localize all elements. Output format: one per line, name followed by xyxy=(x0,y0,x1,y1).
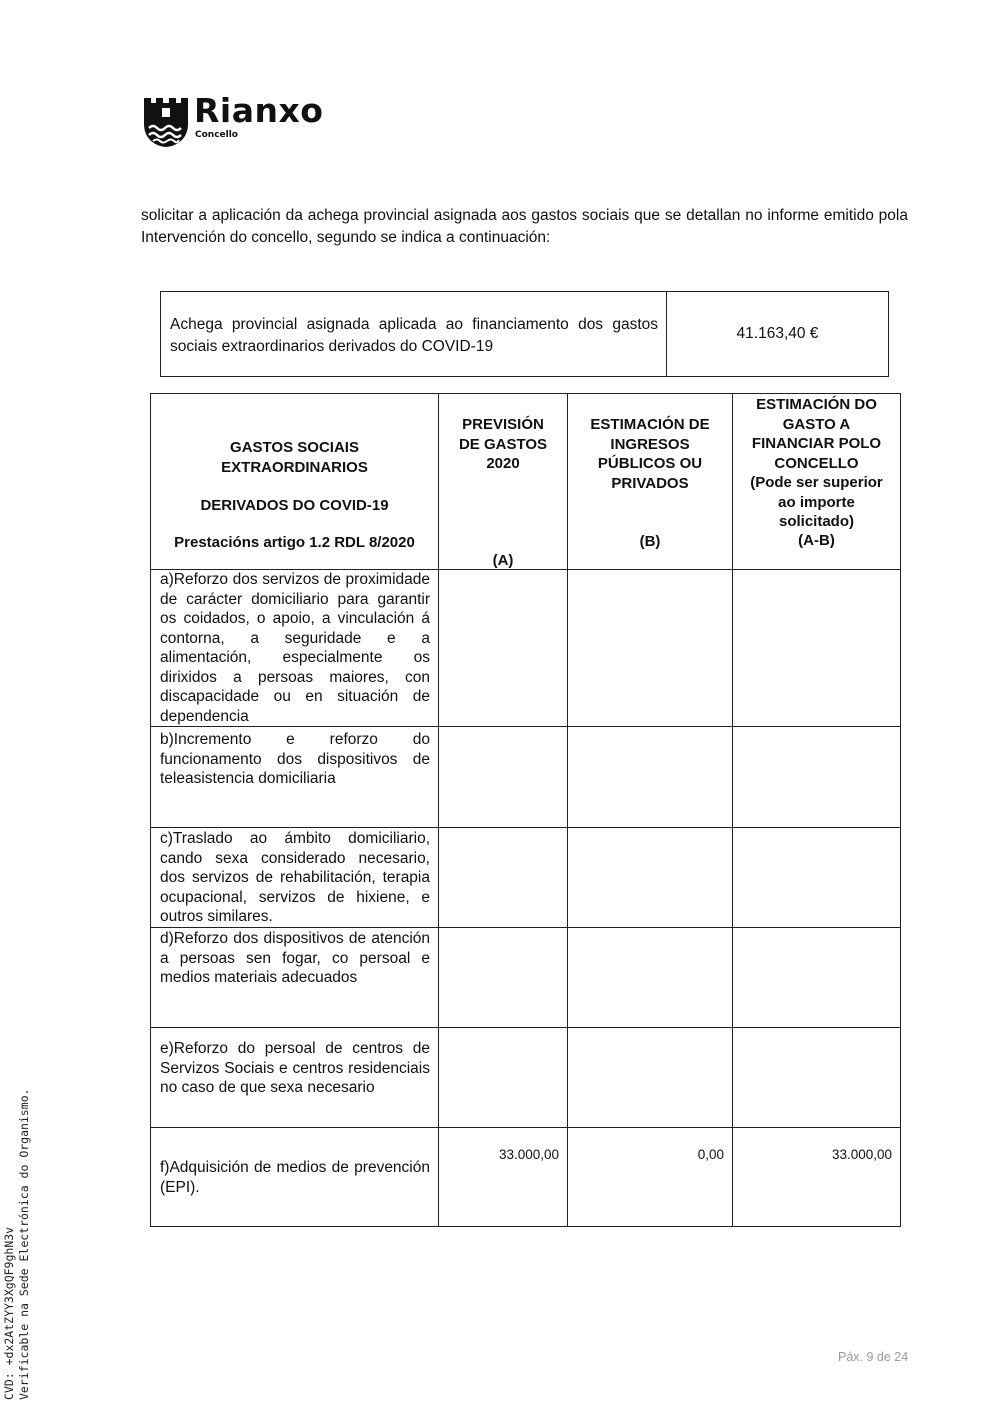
row-description: c)Traslado ao ámbito domiciliario, cando sexa considerado necesario, dos servizos de rehabilitación, terapia ocupacional, servizos de hixiene, e outros similares. xyxy=(160,830,430,925)
row-value-a xyxy=(439,828,567,847)
row-value-b xyxy=(568,570,732,589)
header-col1-line1: GASTOS SOCIAIS EXTRAORDINARIOS xyxy=(221,439,368,476)
table-row xyxy=(151,928,901,1028)
header-col4-code: (A-B) xyxy=(798,532,835,549)
table-row xyxy=(151,1128,901,1227)
header-col1-line3: Prestacións artigo 1.2 RDL 8/2020 xyxy=(174,534,415,551)
table-row xyxy=(151,828,901,928)
header-col3-code: (B) xyxy=(639,533,661,550)
logo xyxy=(143,91,343,152)
summary-label: Achega provincial asignada aplicada ao financiamento dos gastos sociais extraordinarios derivados do COVID-19 xyxy=(161,292,667,376)
table-header-row xyxy=(151,394,901,570)
row-value-ab xyxy=(733,928,900,947)
row-value-ab xyxy=(733,828,900,847)
page-number: Páx. 9 de 24 xyxy=(838,1350,909,1364)
header-col1-line2: DERIVADOS DO COVID-19 xyxy=(200,497,389,514)
row-value-a xyxy=(439,1028,567,1047)
table-row xyxy=(151,570,901,727)
row-value-ab xyxy=(733,1028,900,1047)
row-value-b xyxy=(568,828,732,847)
header-col-a xyxy=(439,394,568,570)
header-col-description xyxy=(151,394,439,570)
logo-subtitle: Concello xyxy=(195,130,238,140)
header-col4-note: (Pode ser superior ao importe solicitado) xyxy=(750,474,883,530)
intro-paragraph xyxy=(141,205,908,249)
table-row xyxy=(151,727,901,828)
expenses-table xyxy=(150,393,901,1227)
row-description: a)Reforzo dos servizos de proximidade de carácter domiciliario para garantir os coidados, o apoio, a vinculación á contorna, a seguridade e a alimentación, especialmente os dirixidos a persoas maiores, con discapacidade ou en situación de dependencia xyxy=(160,571,430,725)
header-col3-title: ESTIMACIÓN DE INGRESOS PÚBLICOS OU PRIVADOS xyxy=(590,416,710,492)
row-value-b xyxy=(568,928,732,947)
header-col-b xyxy=(568,394,733,570)
row-value-ab: 33.000,00 xyxy=(831,1147,892,1162)
row-value-b xyxy=(568,727,732,746)
verification-line-1: CVD: +dx2AtZYY3XgQF9ghN3v xyxy=(2,1226,16,1400)
table-row xyxy=(151,1028,901,1128)
header-col-ab xyxy=(733,394,901,570)
row-value-a xyxy=(439,928,567,947)
row-value-ab xyxy=(733,727,900,746)
header-col2-title: PREVISIÓN DE GASTOS 2020 xyxy=(458,416,548,472)
row-value-ab xyxy=(733,570,900,589)
header-col2-code: (A) xyxy=(492,552,514,569)
row-description: e)Reforzo do persoal de centros de Servizos Sociais e centros residenciais no caso de que sexa necesario xyxy=(160,1040,430,1096)
summary-value: 41.163,40 € xyxy=(736,325,819,342)
verification-line-2: Verificable na Sede Electrónica do Organismo. xyxy=(17,1088,31,1400)
logo-name: Rianxo xyxy=(194,91,324,130)
header-col4-title: ESTIMACIÓN DO GASTO A FINANCIAR POLO CONCELLO xyxy=(751,396,882,472)
row-value-a xyxy=(439,570,567,589)
row-value-a xyxy=(439,727,567,746)
row-value-b: 0,00 xyxy=(697,1147,724,1162)
castle-waves-shield-icon xyxy=(143,96,189,148)
row-value-b xyxy=(568,1028,732,1047)
summary-box xyxy=(160,291,889,377)
row-description: d)Reforzo dos dispositivos de atención a persoas sen fogar, co persoal e medios materiais adecuados xyxy=(160,930,430,986)
row-value-a: 33.000,00 xyxy=(498,1147,559,1162)
row-description: f)Adquisición de medios de prevención (EPI). xyxy=(160,1159,430,1196)
verification-code xyxy=(2,1088,32,1400)
row-description: b)Incremento e reforzo do funcionamento dos dispositivos de teleasistencia domiciliaria xyxy=(160,731,430,787)
intro-text: solicitar a aplicación da achega provincial asignada aos gastos sociais que se detallan no informe emitido pola Intervención do concello, segundo se indica a continuación: xyxy=(141,207,908,246)
